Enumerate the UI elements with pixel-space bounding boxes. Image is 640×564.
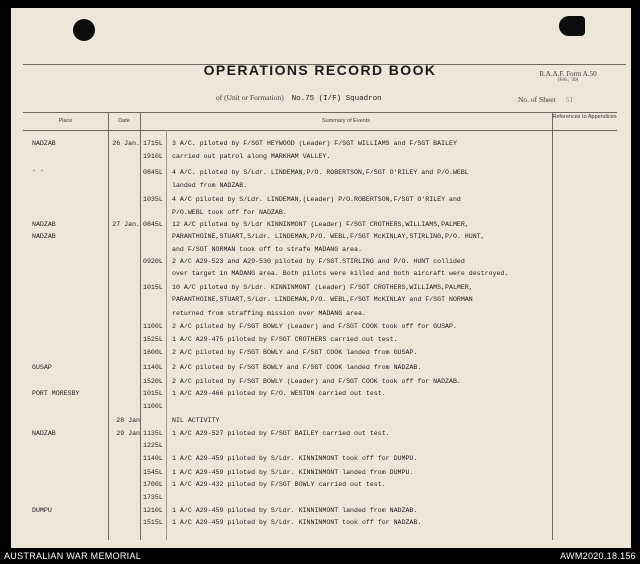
row-time: 1210L xyxy=(143,507,163,514)
row-summary: carried out patrol along MARKHAM VALLEY. xyxy=(172,153,331,160)
row-summary: 1 A/C A29-459 piloted by S/Ldr. KINNINMONT landed from NADZAB. xyxy=(172,507,418,514)
row-time: 1225L xyxy=(143,442,163,449)
row-summary: 2 A/C A29-523 and A29-530 piloted by F/SGT.STIRLING and P/O. HUNT collided xyxy=(172,258,465,265)
row-summary: 2 A/C piloted by F/SGT BOWLY and F/SGT COOK landed from NADZAB. xyxy=(172,364,422,371)
footer-left: AUSTRALIAN WAR MEMORIAL xyxy=(4,551,142,561)
sheet-number-line xyxy=(518,95,573,104)
row-time: 1135L xyxy=(143,430,163,437)
row-summary: 1 A/C A29-432 piloted by F/SGT BOWLY carried out test. xyxy=(172,481,386,488)
row-place: NADZAB xyxy=(32,221,56,228)
row-place: " " xyxy=(32,169,44,176)
place-date-divider xyxy=(108,112,109,540)
row-summary: 4 A/C. piloted by S/Ldr. LINDEMAN,P/O. ROBERTSON,F/SGT O'RILEY and P/O.WEBL xyxy=(172,169,469,176)
row-summary: returned from straffing mission over MADANG area. xyxy=(172,310,366,317)
row-summary: 3 A/C. piloted by F/SGT HEYWOOD (Leader) F/SGT WILLIAMS and F/SGT BAILEY xyxy=(172,140,457,147)
row-time: 1015L xyxy=(143,284,163,291)
footer-right: AWM2020.18.156 xyxy=(560,551,636,561)
row-time: 1700L xyxy=(143,481,163,488)
row-summary: 1 A/C A29-475 piloted by F/SGT CROTHERS carried out test. xyxy=(172,336,398,343)
row-summary: 2 A/C piloted by F/SGT BOWLY and F/SGT COOK landed from GUSAP. xyxy=(172,349,418,356)
row-summary: NIL ACTIVITY xyxy=(172,417,220,424)
header-bottom-rule xyxy=(23,130,617,131)
unit-line xyxy=(216,93,382,103)
col-summary: Summary of Events xyxy=(322,118,370,124)
form-ref: R.A.A.F. Form A.50 xyxy=(539,70,597,78)
row-summary: and F/SGT NORMAN took off to strafe MADANG area. xyxy=(172,246,362,253)
row-summary: PARANTHOINE,STUART,S/Ldr. LINDEMAN,P/O. WEBL,F/SGT McKINLAY and F/SGT NORMAN xyxy=(172,296,473,303)
row-time: 1035L xyxy=(143,196,163,203)
row-summary: 10 A/C piloted by S/Ldr. KINNINMONT (Leader) F/SGT CROTHERS,WILLIAMS,PALMER, xyxy=(172,284,473,291)
col-place: Place xyxy=(58,118,73,124)
row-time: 0845L xyxy=(143,221,163,228)
row-place: DUMPU xyxy=(32,507,52,514)
row-summary: PARANTHOINE,STUART,S/Ldr. LINDEMAN,P/O. WEBL,F/SGT McKINLAY,STIRLING,P/O. HUNT, xyxy=(172,233,485,240)
row-summary: 1 A/C A29-466 piloted by F/O. WESTON carried out test. xyxy=(172,390,386,397)
row-summary: 2 A/C piloted by F/SGT BOWLY (Leader) and F/SGT COOK took off for NADZAB. xyxy=(172,378,461,385)
form-title: OPERATIONS RECORD BOOK xyxy=(203,62,437,78)
row-time: 1100L xyxy=(143,403,163,410)
row-time: 1545L xyxy=(143,469,163,476)
time-summary-divider xyxy=(166,130,167,540)
row-time: 1015L xyxy=(143,390,163,397)
date-time-divider xyxy=(140,112,141,540)
sheet-value: 51 xyxy=(565,95,574,104)
row-date: 27 Jan. xyxy=(112,221,140,228)
punch-hole xyxy=(73,19,95,41)
row-place: NADZAB xyxy=(32,140,56,147)
row-summary: over target in MADANG area. Both pilots were killed and both aircraft were destroyed. xyxy=(172,270,509,277)
record-sheet xyxy=(11,8,631,548)
row-date: 26 Jan. xyxy=(112,140,140,147)
unit-value: No.75 (I/F) Squadron xyxy=(291,95,382,103)
row-summary: 4 A/C piloted by S/Ldr. LINDEMAN,(Leader) P/O.ROBERTSON,F/SGT O'RILEY and xyxy=(172,196,461,203)
row-summary: 12 A/C piloted by S/Ldr KINNINMONT (Leader) F/SGT CROTHERS,WILLIAMS,PALMER, xyxy=(172,221,469,228)
row-time: 1525L xyxy=(143,336,163,343)
row-summary: 1 A/C A29-527 piloted by F/SGT BAILEY carried out test. xyxy=(172,430,390,437)
unit-label: of (Unit or Formation) xyxy=(216,93,284,102)
row-place: PORT MORESBY xyxy=(32,390,80,397)
row-summary: landed from NADZAB. xyxy=(172,182,248,189)
table-top-rule xyxy=(23,112,617,113)
row-place: NADZAB xyxy=(32,233,56,240)
col-date: Date xyxy=(118,118,130,124)
row-date: 29 Jan xyxy=(116,430,140,437)
row-time: 0845L xyxy=(143,169,163,176)
row-date: 28 Jan xyxy=(116,417,140,424)
row-summary: 1 A/C A29-459 piloted by S/Ldr. KINNINMONT landed from DUMPU. xyxy=(172,469,414,476)
row-time: 1100L xyxy=(143,323,163,330)
row-time: 1520L xyxy=(143,378,163,385)
row-time: 1140L xyxy=(143,455,163,462)
binder-clip xyxy=(559,16,585,36)
row-place: GUSAP xyxy=(32,364,52,371)
row-time: 0920L xyxy=(143,258,163,265)
form-date: (Feb., '39) xyxy=(557,78,579,83)
row-place: NADZAB xyxy=(32,430,56,437)
row-summary: 1 A/C A29-459 piloted by S/Ldr. KINNINMONT took off for DUMPU. xyxy=(172,455,418,462)
row-summary: 1 A/C A29-459 piloted by S/Ldr. KINNINMONT took off for NADZAB. xyxy=(172,519,422,526)
row-time: 1735L xyxy=(143,494,163,501)
row-time: 1140L xyxy=(143,364,163,371)
row-time: 1910L xyxy=(143,153,163,160)
row-time: 1515L xyxy=(143,519,163,526)
form-reference xyxy=(528,70,608,83)
sheet-label: No. of Sheet xyxy=(518,95,556,104)
summary-ref-divider xyxy=(552,112,553,540)
row-summary: P/O.WEBL took off for NADZAB. xyxy=(172,209,287,216)
col-references: References to Appendices xyxy=(552,114,617,120)
row-summary: 2 A/C piloted by F/SGT BOWLY (Leader) and F/SGT COOK took off for GUSAP. xyxy=(172,323,457,330)
row-time: 1715L xyxy=(143,140,163,147)
row-time: 1600L xyxy=(143,349,163,356)
